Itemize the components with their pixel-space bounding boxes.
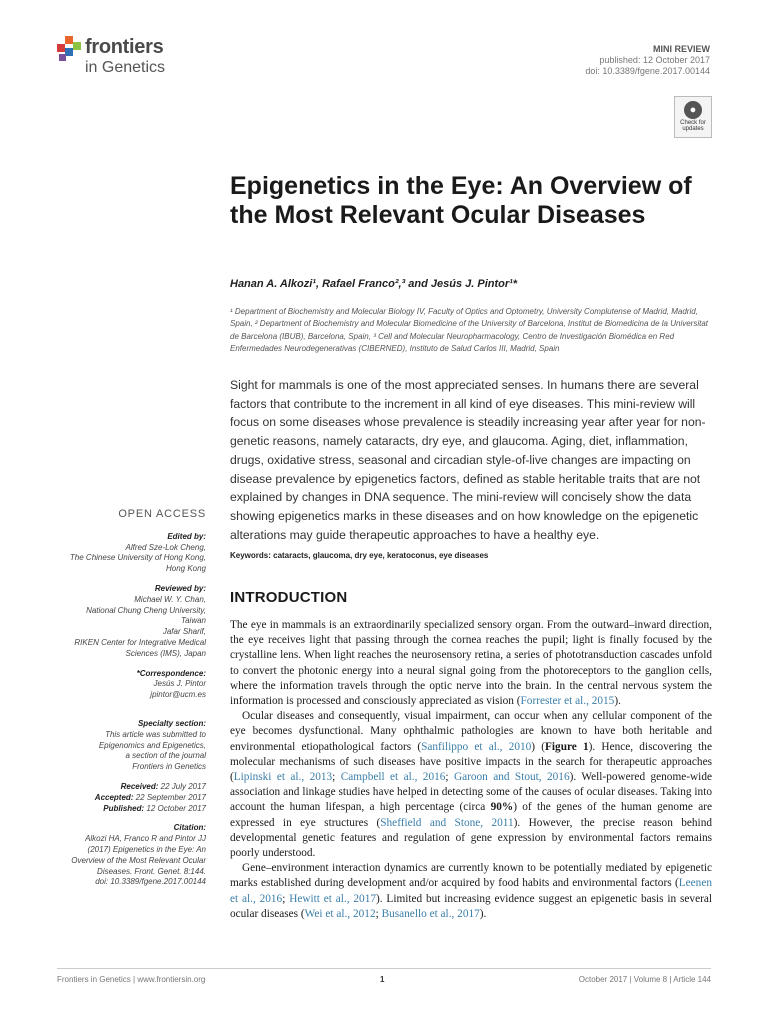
editor-line: Alfred Sze-Lok Cheng, xyxy=(125,542,206,552)
correspondence-name: Jesús J. Pintor xyxy=(153,679,206,689)
article-sidebar xyxy=(36,509,206,888)
bookmark-icon: ● xyxy=(684,101,702,119)
reviewed-by-label: Reviewed by: xyxy=(154,583,206,593)
citation-label: Citation: xyxy=(173,823,206,833)
article-type: MINI REVIEW xyxy=(652,44,710,54)
specialty-line: Frontiers in Genetics xyxy=(132,762,206,772)
citation-line: Alkozi HA, Franco R and Pintor JJ xyxy=(85,834,206,844)
correspondence-email[interactable]: jpintor@ucm.es xyxy=(150,690,206,700)
footer-divider xyxy=(57,968,711,969)
citation-link[interactable]: Lipinski et al., 2013 xyxy=(233,771,333,784)
published-label: Published: xyxy=(103,803,145,813)
section-heading-introduction: INTRODUCTION xyxy=(230,589,348,606)
citation-link[interactable]: Campbell et al., 2016 xyxy=(340,771,446,784)
figure-link[interactable]: Figure 1 xyxy=(545,740,589,753)
citation-line: Diseases. Front. Genet. 8:144. xyxy=(97,866,206,876)
citation-link[interactable]: Sheffield and Stone, 2011 xyxy=(380,816,514,829)
citation-link[interactable]: Sanfilippo et al., 2010 xyxy=(421,740,532,753)
reviewer-line: Taiwan xyxy=(180,616,206,626)
citation-link[interactable]: Hewitt et al., 2017 xyxy=(289,892,376,905)
open-access-label: OPEN ACCESS xyxy=(118,508,206,520)
affiliations: ¹ Department of Biochemistry and Molecular Biology IV, Faculty of Optics and Optometry, University Complutense of Madrid, Madrid, Spain, ² Department of Biochemistry and Molecular Biomedicine of the University of Barcelona, Institut de Biomedicina de la Universitat de Barcelona (IBUB), Barcelona, Spain, ³ Cell and Molecular Neuropharmacology, Centro de Investigación Biomédica en Red Enfermedades Neurodegenerativas (CIBERNED), Instituto de Salud Carlos III, Madrid, Spain xyxy=(230,307,709,354)
specialty-line: a section of the journal xyxy=(125,751,206,761)
received-label: Received: xyxy=(120,781,159,791)
paragraph: Ocular diseases and consequently, visual impairment, can occur when any cellular component of the eye becomes dysfunctional. Many ophthalmic pathologies are known to have both heritable and environmental etiopathological factors (Sanfilippo et al., 2010) (Figure 1). Hence, discovering the molecular mechanisms of such diseases have positive impacts in the search for therapeutic approaches (Lipinski et al., 2013; Campbell et al., 2016; Garoon and Stout, 2016). Well-powered genome-wide association and linkage studies have helped in detecting some of the causes of ocular diseases. Taking into account the human lifespan, a high percentage (circa 90%) of the genes of the human genome are expressed in eye structures (Sheffield and Stone, 2011). However, the precise reason behind developmental genetic features and regulation of gene expression by environmental factors remains poorly understood. xyxy=(230,710,712,860)
citation-link[interactable]: Leenen et al., 2016 xyxy=(230,877,712,905)
check-for-updates-label: Check for updates xyxy=(680,120,706,132)
keywords: Keywords: cataracts, glaucoma, dry eye, keratoconus, eye diseases xyxy=(230,551,489,560)
check-for-updates-button[interactable] xyxy=(674,96,712,138)
citation-line: Overview of the Most Relevant Ocular xyxy=(71,855,206,865)
footer-issue-info: October 2017 | Volume 8 | Article 144 xyxy=(578,975,711,984)
journal-logo[interactable] xyxy=(57,34,197,80)
accepted-date: 22 September 2017 xyxy=(135,792,206,802)
authors: Hanan A. Alkozi¹, Rafael Franco²,³ and Jesús J. Pintor¹* xyxy=(230,278,518,290)
citation-doi[interactable]: doi: 10.3389/fgene.2017.00144 xyxy=(95,877,206,887)
reviewer-line: Michael W. Y. Chan, xyxy=(134,594,206,604)
frontiers-logo-icon xyxy=(57,36,83,62)
correspondence-label: *Correspondence: xyxy=(136,668,206,678)
reviewer-line: National Chung Cheng University, xyxy=(86,605,206,615)
body-text xyxy=(230,618,712,922)
paragraph: Gene–environment interaction dynamics are currently known to be potentially mediated by epigenetic marks established during development and/or acquired by food habits and environmental factors (Leenen et al., 2016; Hewitt et al., 2017). Limited but increasing evidence suggest an epigenetic basis in several ocular diseases (Wei et al., 2012; Busanello et al., 2017). xyxy=(230,862,713,920)
citation-link[interactable]: Forrester et al., 2015 xyxy=(520,695,615,708)
editor-line: Hong Kong xyxy=(165,564,206,574)
reviewer-line: RIKEN Center for Integrative Medical xyxy=(74,637,206,647)
citation-link[interactable]: Busanello et al., 2017 xyxy=(381,907,480,920)
abstract: Sight for mammals is one of the most appreciated senses. In humans there are several factors that contribute to the increment in all kind of eye diseases. This mini-review will focus on some diseases whose prevalence is steadily increasing year after year for non-genetic reasons, namely cataracts, dry eye, and glaucoma. Aging, diet, inflammation, drugs, oxidative stress, seasonal and circadian style-of-live changes are impacting on disease prevalence by epigenetics factors, defined as stable heritable traits that are not explained by changes in DNA sequence. The mini-review will concisely show the data showing epigenetics marks in these diseases and on how knowledge on the epigenetic alterations may guide therapeutic approaches to have a healthy eye. xyxy=(230,378,706,542)
article-meta xyxy=(585,44,710,77)
specialty-line: This article was submitted to xyxy=(105,729,206,739)
doi-link[interactable]: doi: 10.3389/fgene.2017.00144 xyxy=(585,66,710,76)
editor-line: The Chinese University of Hong Kong, xyxy=(69,553,206,563)
citation-link[interactable]: Garoon and Stout, 2016 xyxy=(453,771,570,784)
paragraph: The eye in mammals is an extraordinarily specialized sensory organ. From the outward–inward direction, the eye receives light that passing through the cornea reaches the pupil; light is finally focused by the crystalline lens. When light reaches the neurosensory retina, a series of phototransduction cascades unfold to convert the photonic energy into a neural signal going from the photoreceptors to the ganglion cells, where the information travels through the optic nerve into the brain. In the central nervous system the information is processed and consciously appreciated as vision (Forrester et al., 2015). xyxy=(230,619,712,708)
reviewer-line: Sciences (IMS), Japan xyxy=(125,648,206,658)
received-date: 22 July 2017 xyxy=(160,781,206,791)
article-title: Epigenetics in the Eye: An Overview of the Most Relevant Ocular Diseases xyxy=(230,172,692,229)
accepted-label: Accepted: xyxy=(94,792,134,802)
reviewer-line: Jafar Sharif, xyxy=(162,627,206,637)
citation-line: (2017) Epigenetics in the Eye: An xyxy=(87,844,206,854)
published-date-sidebar: 12 October 2017 xyxy=(146,803,206,813)
footer-journal-link[interactable]: Frontiers in Genetics | www.frontiersin.org xyxy=(57,975,206,984)
specialty-line: Epigenomics and Epigenetics, xyxy=(98,740,206,750)
published-date: published: 12 October 2017 xyxy=(599,55,710,65)
citation-link[interactable]: Wei et al., 2012 xyxy=(304,907,376,920)
brand-name: frontiers xyxy=(85,36,164,58)
specialty-section-label: Specialty section: xyxy=(137,718,206,728)
journal-name: in Genetics xyxy=(85,59,166,76)
page-number: 1 xyxy=(380,975,385,984)
edited-by-label: Edited by: xyxy=(167,531,206,541)
